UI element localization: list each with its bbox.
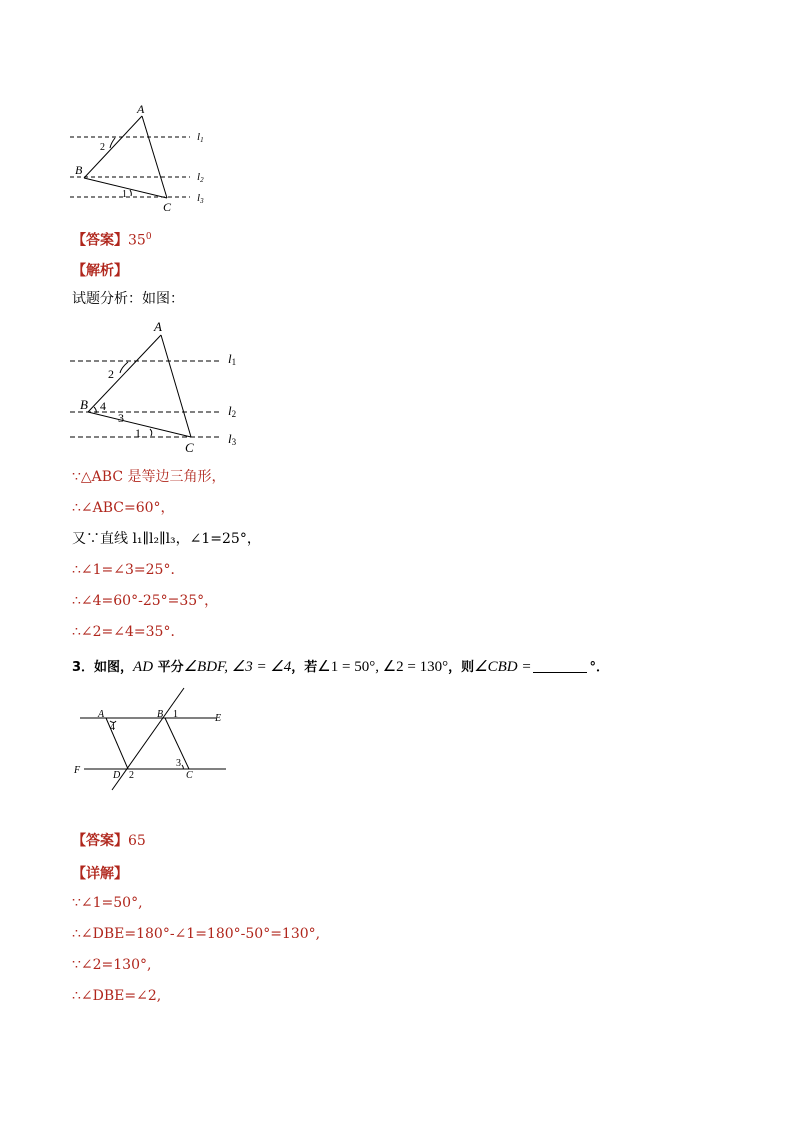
detail-step-1: ∵∠1=50°,	[72, 895, 143, 911]
solution-step-4: ∴∠1=∠3=25°．	[72, 562, 185, 578]
label-l3: l3	[228, 431, 237, 447]
answer-tag: 【答案】	[72, 833, 128, 849]
solution-step-6: ∴∠2=∠4=35°．	[72, 624, 185, 640]
solution-step-5: ∴∠4=60°-25°=35°，	[72, 593, 219, 609]
analysis-intro: 试题分析：如图：	[72, 291, 184, 307]
label-angle-2: 2	[100, 142, 105, 153]
solution-step-3: 又∵直线 l₁∥l₂∥l₃，∠1=25°，	[72, 531, 261, 547]
question-ad: AD	[133, 659, 154, 675]
figure-2-triangle-analysis	[60, 315, 260, 460]
label-l2: l2	[197, 171, 204, 184]
label-c: C	[186, 770, 193, 781]
question-ask: ∠CBD =	[474, 659, 532, 675]
label-l1: l1	[197, 131, 204, 144]
angle-3-arc	[182, 765, 183, 769]
side-ac	[142, 116, 167, 198]
answer-value: 35	[128, 232, 146, 249]
solution-step-1: ∵△ABC 是等边三角形，	[72, 469, 226, 485]
label-a: A	[137, 102, 145, 116]
detail-step-3: ∵∠2=130°,	[72, 957, 152, 973]
answer-tag: 【答案】	[72, 232, 128, 249]
label-e: E	[215, 713, 222, 724]
analysis-tag: 【解析】	[72, 263, 128, 279]
label-angle-1: 1	[173, 709, 178, 720]
label-f: F	[74, 765, 81, 776]
answer-value: 65	[128, 833, 146, 849]
label-l3: l3	[197, 192, 204, 205]
angle-1-arc	[130, 190, 131, 196]
label-c: C	[185, 440, 194, 455]
figure-3-parallel-lines	[66, 685, 246, 795]
label-b: B	[157, 709, 164, 720]
label-a: A	[154, 319, 162, 334]
question-3	[72, 658, 609, 677]
solution-step-2: ∴∠ABC=60°，	[72, 500, 175, 516]
angle-2-arc	[110, 138, 115, 148]
question-cond2: ∠1 = 50°, ∠2 = 130°	[317, 659, 449, 675]
question-number: 3．如图，	[72, 660, 134, 675]
detail-step-4: ∴∠DBE=∠2,	[72, 988, 162, 1004]
figure-1-triangle-parallel-lines	[60, 98, 220, 218]
question-comma: ，若	[291, 660, 318, 675]
label-b: B	[80, 397, 88, 412]
answer-3	[72, 832, 146, 850]
label-angle-2: 2	[108, 367, 114, 381]
label-angle-4: 4	[110, 722, 115, 733]
side-ab	[88, 335, 161, 412]
label-b: B	[75, 163, 83, 177]
label-angle-3: 3	[176, 758, 181, 769]
detail-step-2: ∴∠DBE=180°-∠1=180°-50°=130°,	[72, 926, 321, 942]
label-angle-4: 4	[100, 399, 106, 413]
question-tail: °．	[589, 660, 609, 675]
question-cond1: ∠BDF, ∠3 = ∠4	[183, 659, 292, 675]
label-angle-1: 1	[122, 189, 127, 200]
answer-blank	[533, 658, 587, 673]
answer-1	[72, 228, 152, 250]
label-a: A	[98, 709, 105, 720]
answer-superscript: 0	[145, 232, 152, 242]
question-then: ，则	[448, 660, 475, 675]
label-angle-1: 1	[135, 426, 141, 440]
label-c: C	[163, 200, 172, 214]
line-bd	[112, 688, 184, 790]
label-l2: l2	[228, 403, 237, 419]
side-ab	[84, 116, 142, 178]
question-bisect: 平分	[153, 660, 184, 675]
label-angle-3: 3	[118, 411, 124, 425]
angle-1-arc	[150, 429, 152, 436]
detail-tag: 【详解】	[72, 866, 128, 882]
side-ac	[161, 335, 191, 437]
label-d: D	[113, 770, 121, 781]
label-angle-2: 2	[129, 770, 134, 781]
label-l1: l1	[228, 351, 237, 367]
